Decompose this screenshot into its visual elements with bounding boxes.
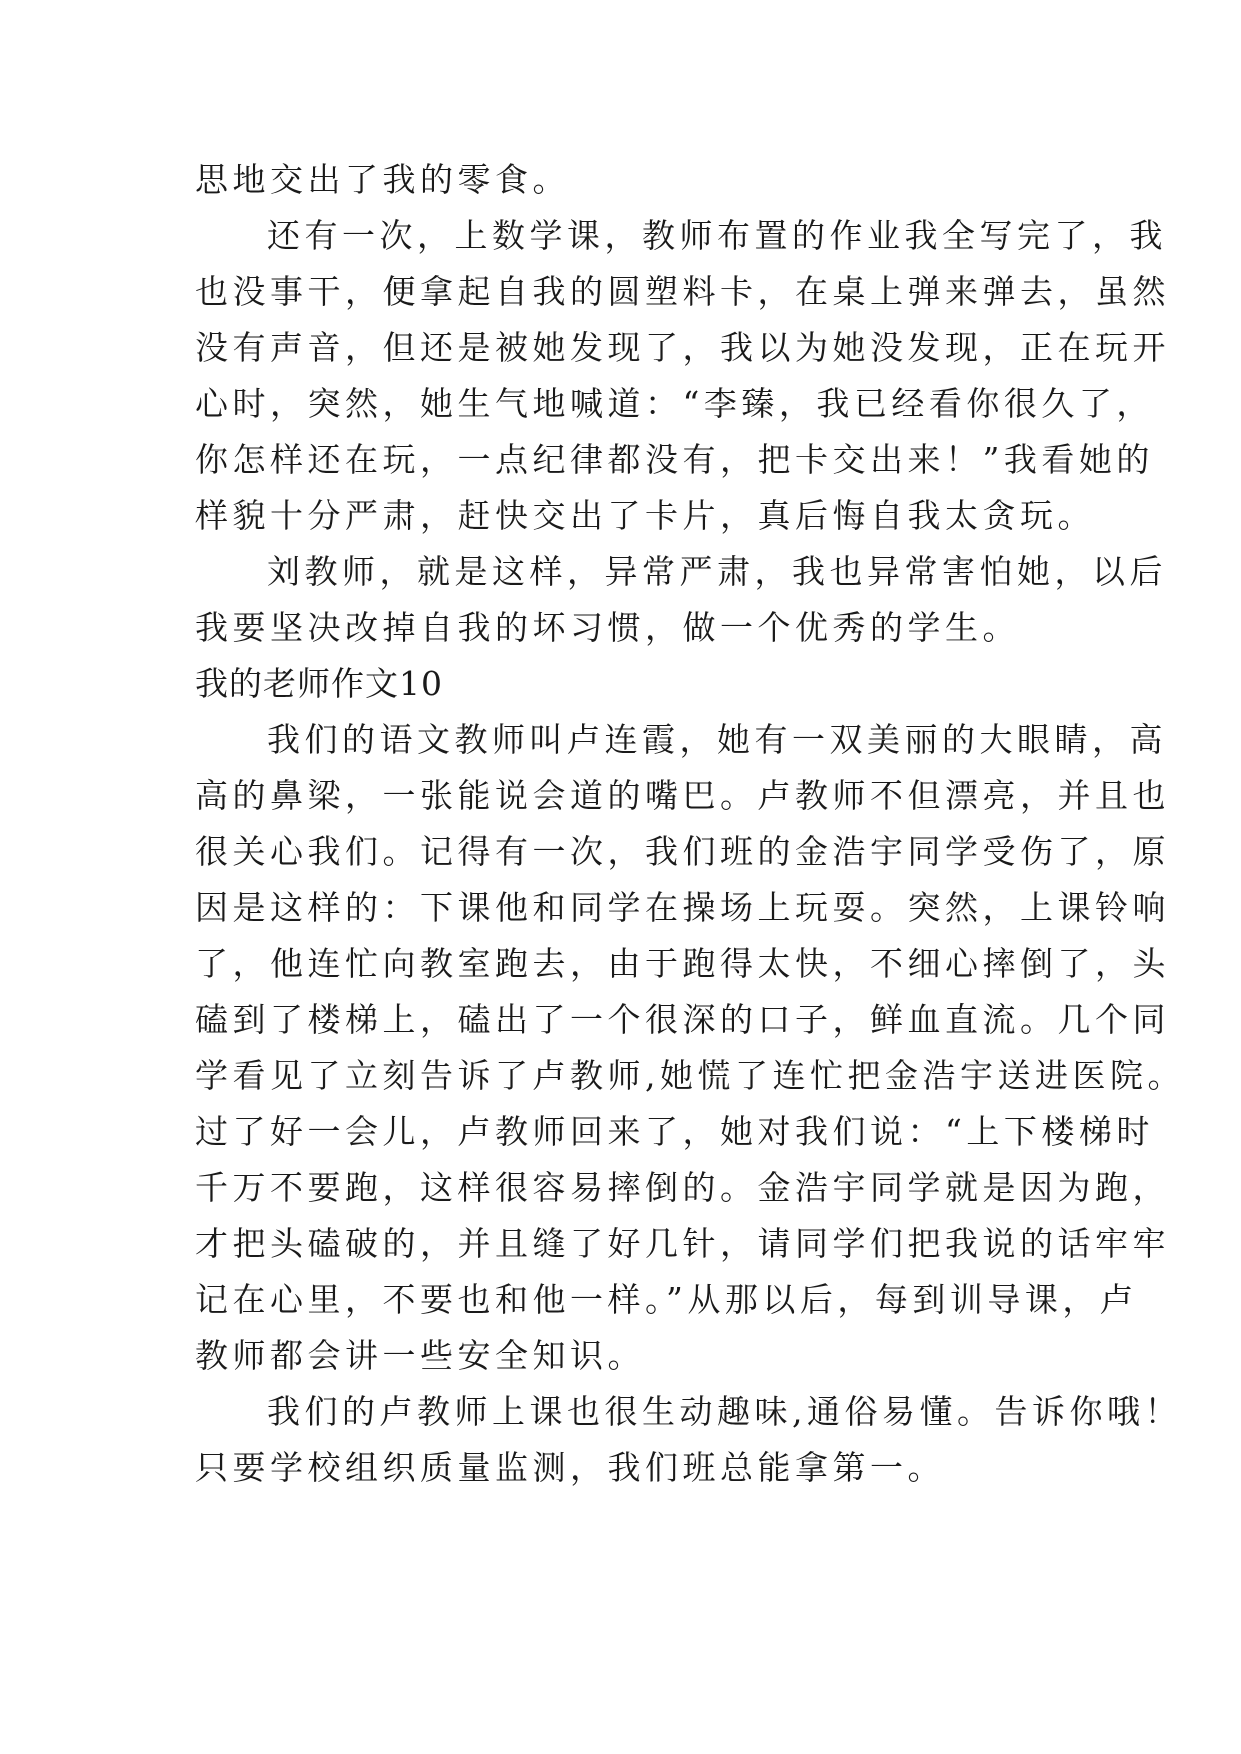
paragraph-line: 没有声音，但还是被她发现了，我以为她没发现，正在玩开 (195, 328, 1170, 367)
paragraph-line: 样貌十分严肃，赶快交出了卡片，真后悔自我太贪玩。 (195, 496, 1095, 535)
paragraph-line: 心时，突然，她生气地喊道：“李臻，我已经看你很久了， (195, 384, 1154, 423)
paragraph-line: 还有一次，上数学课，教师布置的作业我全写完了，我 (267, 216, 1167, 255)
paragraph-line: 因是这样的：下课他和同学在操场上玩耍。突然，上课铃响 (195, 888, 1170, 927)
paragraph-line: 教师都会讲一些安全知识。 (195, 1336, 645, 1375)
paragraph-line: 记在心里，不要也和他一样。”从那以后，每到训导课，卢 (195, 1280, 1138, 1319)
section-heading: 我的老师作文10 (195, 664, 443, 703)
paragraph-line: 磕到了楼梯上，磕出了一个很深的口子，鲜血直流。几个同 (195, 1000, 1170, 1039)
paragraph-line: 也没事干，便拿起自我的圆塑料卡，在桌上弹来弹去，虽然 (195, 272, 1170, 311)
paragraph-line: 学看见了立刻告诉了卢教师,她慌了连忙把金浩宇送进医院。 (195, 1056, 1185, 1095)
paragraph-line: 很关心我们。记得有一次，我们班的金浩宇同学受伤了，原 (195, 832, 1170, 871)
paragraph-line: 过了好一会儿，卢教师回来了，她对我们说：“上下楼梯时 (195, 1112, 1154, 1151)
essay-body (195, 152, 1185, 1496)
paragraph-line: 只要学校组织质量监测，我们班总能拿第一。 (195, 1448, 945, 1487)
paragraph-line: 了，他连忙向教室跑去，由于跑得太快，不细心摔倒了，头 (195, 944, 1170, 983)
paragraph-line: 你怎样还在玩，一点纪律都没有，把卡交出来！”我看她的 (195, 440, 1154, 479)
paragraph-line: 思地交出了我的零食。 (195, 160, 570, 199)
paragraph-line: 才把头磕破的，并且缝了好几针，请同学们把我说的话牢牢 (195, 1224, 1170, 1263)
paragraph-line: 我们的语文教师叫卢连霞，她有一双美丽的大眼睛，高 (267, 720, 1167, 759)
paragraph-line: 刘教师，就是这样，异常严肃，我也异常害怕她，以后 (267, 552, 1167, 591)
paragraph-line: 我要坚决改掉自我的坏习惯，做一个优秀的学生。 (195, 608, 1020, 647)
paragraph-line: 高的鼻梁，一张能说会道的嘴巴。卢教师不但漂亮，并且也 (195, 776, 1170, 815)
paragraph-line: 千万不要跑，这样很容易摔倒的。金浩宇同学就是因为跑， (195, 1168, 1170, 1207)
paragraph-line: 我们的卢教师上课也很生动趣味,通俗易懂。告诉你哦！ (267, 1392, 1182, 1431)
